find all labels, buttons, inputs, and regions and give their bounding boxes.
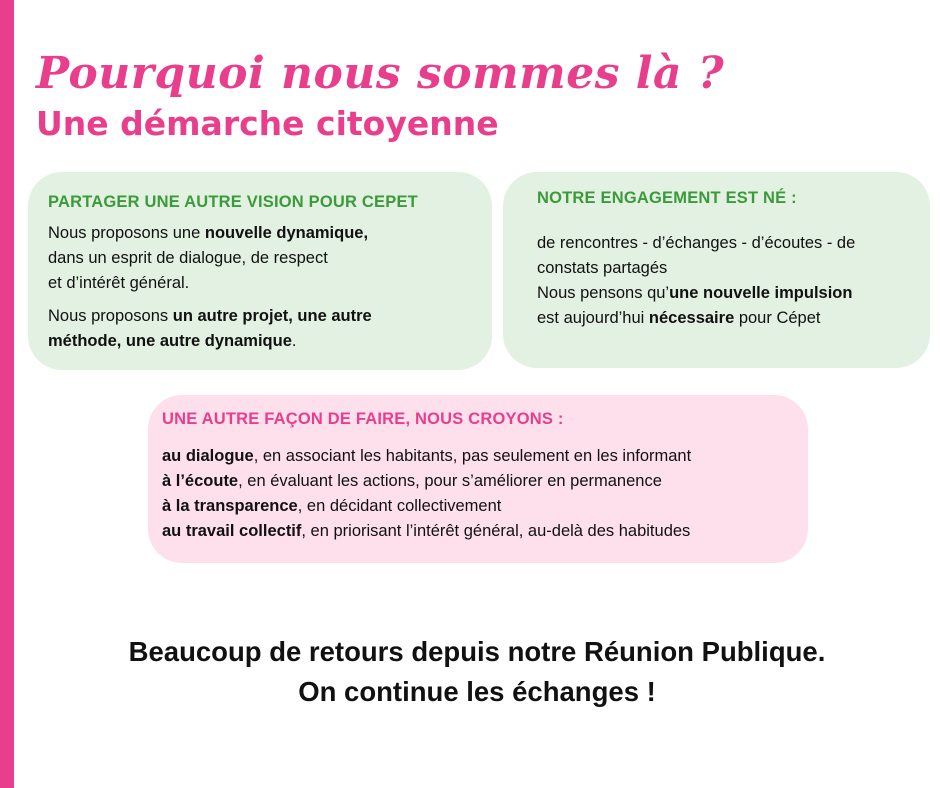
text-run: , en priorisant l’intérêt général, au-delà des habitudes xyxy=(301,522,691,541)
text-line xyxy=(48,304,472,329)
bold-text: à la transparence xyxy=(162,497,298,516)
card-facon-de-faire xyxy=(148,395,808,563)
page-title: Pourquoi nous sommes là ? xyxy=(36,48,725,99)
text-line xyxy=(537,281,910,306)
list-item xyxy=(162,519,794,544)
text-line: dans un esprit de dialogue, de respect xyxy=(48,249,328,268)
text-line: de rencontres - d’échanges - d’écoutes - de xyxy=(537,234,856,253)
closing-line-1: Beaucoup de retours depuis notre Réunion Publique. xyxy=(128,636,826,667)
text-run: Nous proposons xyxy=(48,307,173,326)
bold-text: méthode, une autre dynamique xyxy=(48,332,292,351)
list-item xyxy=(162,444,794,469)
card-facon-list xyxy=(162,444,794,544)
closing-line-2: On continue les échanges ! xyxy=(298,675,656,707)
text-line: constats partagés xyxy=(537,259,668,278)
card-engagement xyxy=(503,172,930,368)
bold-text: nouvelle dynamique, xyxy=(204,224,369,243)
card-facon-heading: UNE AUTRE FAÇON DE FAIRE, NOUS CROYONS : xyxy=(162,410,564,428)
card-vision-paragraph-1 xyxy=(48,221,472,296)
card-vision-heading: PARTAGER UNE AUTRE VISION POUR CEPET xyxy=(48,193,418,211)
left-accent-bar xyxy=(0,0,14,788)
list-item xyxy=(162,494,794,519)
text-run: est aujourd’hui xyxy=(537,309,649,328)
card-vision xyxy=(28,172,492,370)
card-vision-paragraph-2 xyxy=(48,304,472,354)
bold-text: à l’écoute xyxy=(162,472,239,491)
text-run: pour Cépet xyxy=(734,309,821,328)
bold-text: au travail collectif xyxy=(162,522,302,541)
list-item xyxy=(162,469,794,494)
text-run: , en évaluant les actions, pour s’améliorer en permanence xyxy=(238,472,662,491)
text-line xyxy=(48,329,472,354)
bold-text: au dialogue xyxy=(162,447,254,466)
bold-text: nécessaire xyxy=(648,309,735,328)
text-run: Nous proposons une xyxy=(48,224,205,243)
text-line xyxy=(537,306,910,331)
text-run: , en associant les habitants, pas seulement en les informant xyxy=(253,447,692,466)
text-line: et d’intérêt général. xyxy=(48,274,190,293)
card-engagement-paragraph xyxy=(537,231,910,331)
page-subtitle: Une démarche citoyenne xyxy=(36,104,499,143)
bold-text: un autre projet, une autre xyxy=(172,307,372,326)
text-run: Nous pensons qu’ xyxy=(537,284,670,303)
text-run: . xyxy=(291,332,297,351)
text-line xyxy=(48,221,472,246)
text-run: , en décidant collectivement xyxy=(297,497,502,516)
card-engagement-heading: NOTRE ENGAGEMENT EST NÉ : xyxy=(537,189,797,207)
bold-text: une nouvelle impulsion xyxy=(669,284,853,303)
closing-message xyxy=(14,632,940,712)
